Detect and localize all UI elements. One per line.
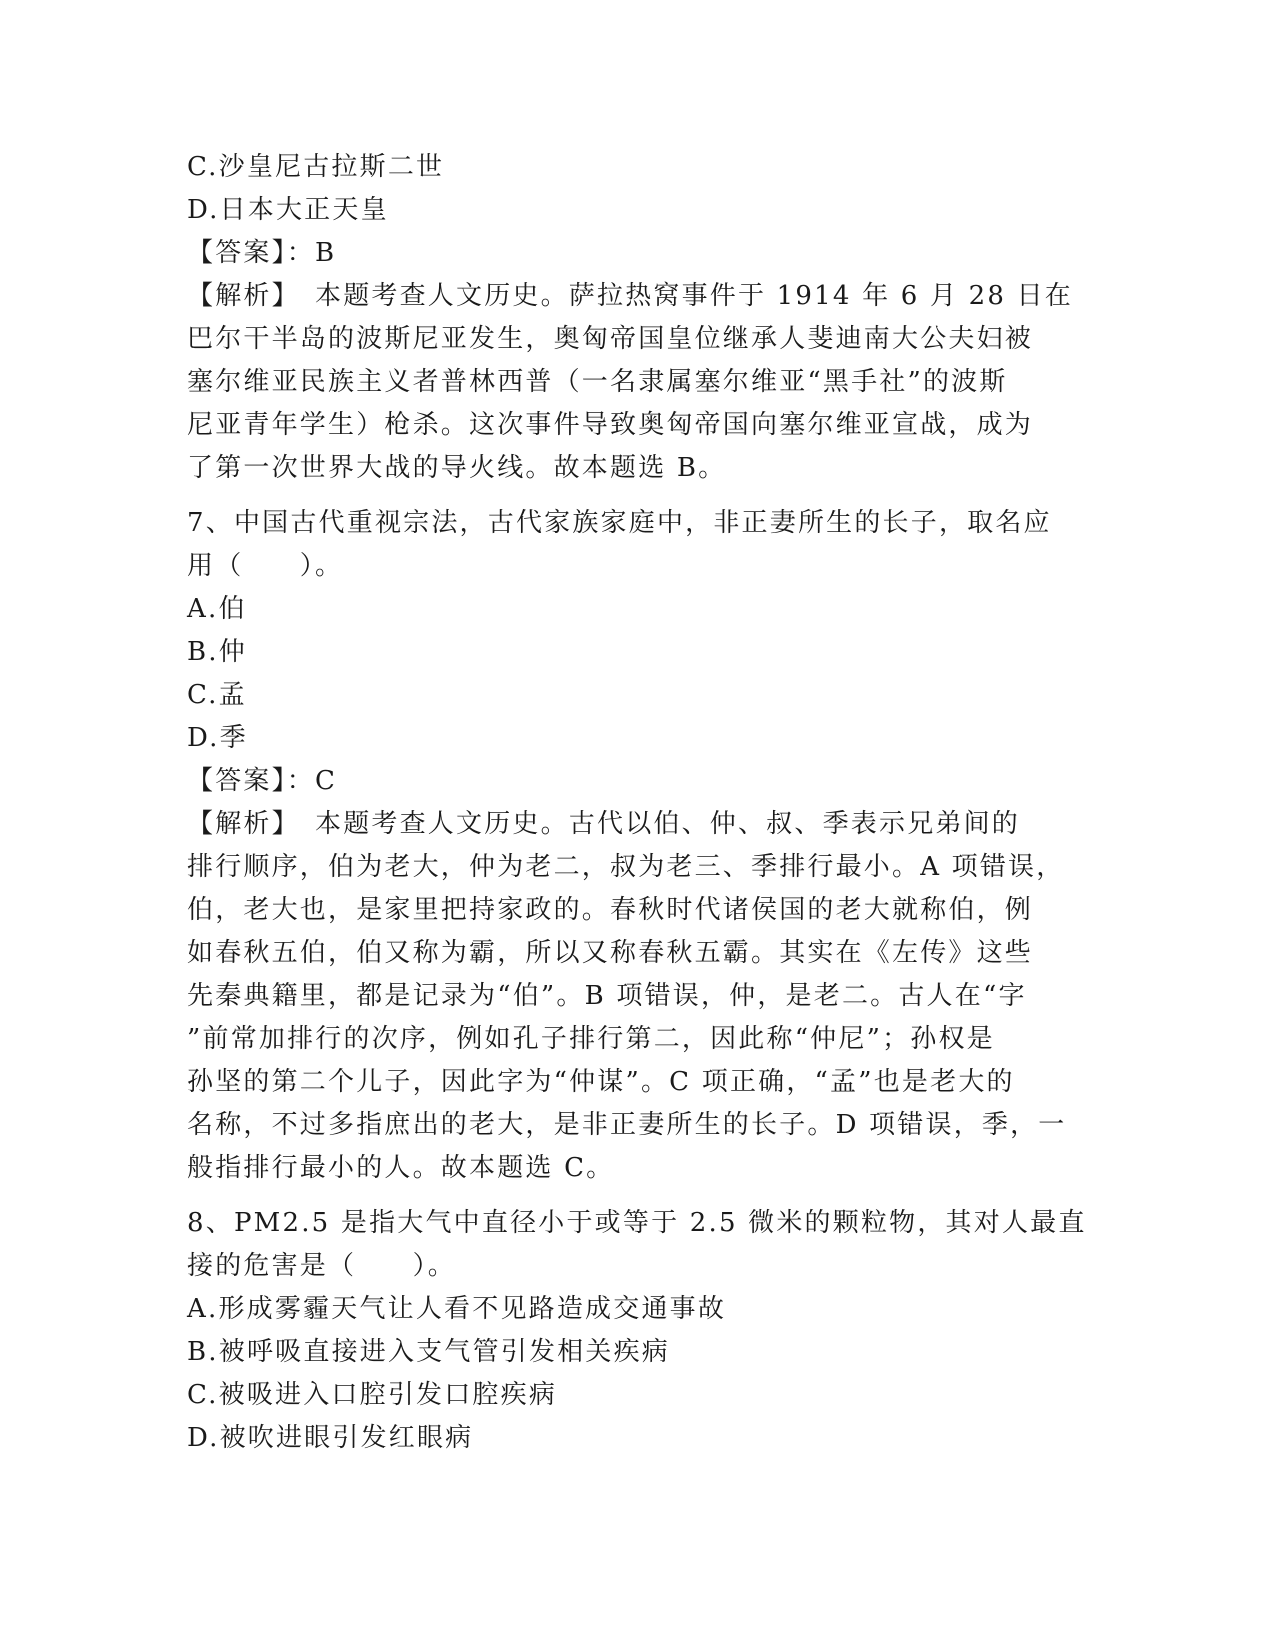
q6-option-d: D.日本大正天皇 (187, 195, 389, 225)
q7-option-c: C.孟 (187, 680, 247, 710)
q7-analysis-line: 如春秋五伯，伯又称为霸，所以又称春秋五霸。其实在《左传》这些 (187, 938, 1034, 968)
page-content (187, 146, 1087, 1460)
q7-answer: 【答案】：C (187, 766, 338, 796)
q6-option-c: C.沙皇尼古拉斯二世 (187, 152, 445, 182)
q8-stem-line: 接的危害是（ ）。 (187, 1251, 457, 1281)
q7-stem (187, 502, 1087, 588)
q7-analysis-line: ”前常加排行的次序，例如孔子排行第二，因此称“仲尼”；孙权是 (187, 1024, 995, 1054)
q7-analysis-line: 孙坚的第二个儿子，因此字为“仲谋”。C 项正确，“孟”也是老大的 (187, 1067, 1015, 1097)
q6-analysis-line: 【解析】 本题考查人文历史。萨拉热窝事件于 1914 年 6 月 28 日在 (187, 281, 1073, 311)
q7-analysis-line: 先秦典籍里，都是记录为“伯”。B 项错误，仲，是老二。古人在“字 (187, 981, 1027, 1011)
q8-option-a: A.形成雾霾天气让人看不见路造成交通事故 (187, 1294, 727, 1324)
q7-option-b: B.仲 (187, 637, 247, 667)
q7-analysis-line: 名称，不过多指庶出的老大，是非正妻所生的长子。D 项错误，季，一 (187, 1110, 1067, 1140)
q7-analysis (187, 803, 1087, 1190)
q6-analysis-line: 了第一次世界大战的导火线。故本题选 B。 (187, 453, 727, 483)
q7-analysis-line: 【解析】 本题考查人文历史。古代以伯、仲、叔、季表示兄弟间的 (187, 809, 1021, 839)
q7-analysis-line: 伯，老大也，是家里把持家政的。春秋时代诸侯国的老大就称伯，例 (187, 895, 1034, 925)
q6-analysis-line: 巴尔干半岛的波斯尼亚发生，奥匈帝国皇位继承人斐迪南大公夫妇被 (187, 324, 1034, 354)
q6-analysis-line: 尼亚青年学生）枪杀。这次事件导致奥匈帝国向塞尔维亚宣战，成为 (187, 410, 1034, 440)
q6-analysis-line: 塞尔维亚民族主义者普林西普（一名隶属塞尔维亚“黑手社”的波斯 (187, 367, 1008, 397)
q7-option-d: D.季 (187, 723, 248, 753)
q7-stem-line: 7、中国古代重视宗法，古代家族家庭中，非正妻所生的长子，取名应 (187, 508, 1052, 538)
q7-stem-line: 用（ ）。 (187, 551, 344, 581)
q8-option-c: C.被吸进入口腔引发口腔疾病 (187, 1380, 558, 1410)
q8-stem-line: 8、PM2.5 是指大气中直径小于或等于 2.5 微米的颗粒物，其对人最直 (187, 1208, 1087, 1238)
q8-option-b: B.被呼吸直接进入支气管引发相关疾病 (187, 1337, 670, 1367)
q6-answer: 【答案】：B (187, 238, 337, 268)
q7-option-a: A.伯 (187, 594, 247, 624)
q7-analysis-line: 般指排行最小的人。故本题选 C。 (187, 1153, 615, 1183)
q8-option-d: D.被吹进眼引发红眼病 (187, 1423, 474, 1453)
q8-stem (187, 1202, 1087, 1288)
q6-analysis (187, 275, 1087, 490)
q7-analysis-line: 排行顺序，伯为老大，仲为老二，叔为老三、季排行最小。A 项错误， (187, 852, 1065, 882)
